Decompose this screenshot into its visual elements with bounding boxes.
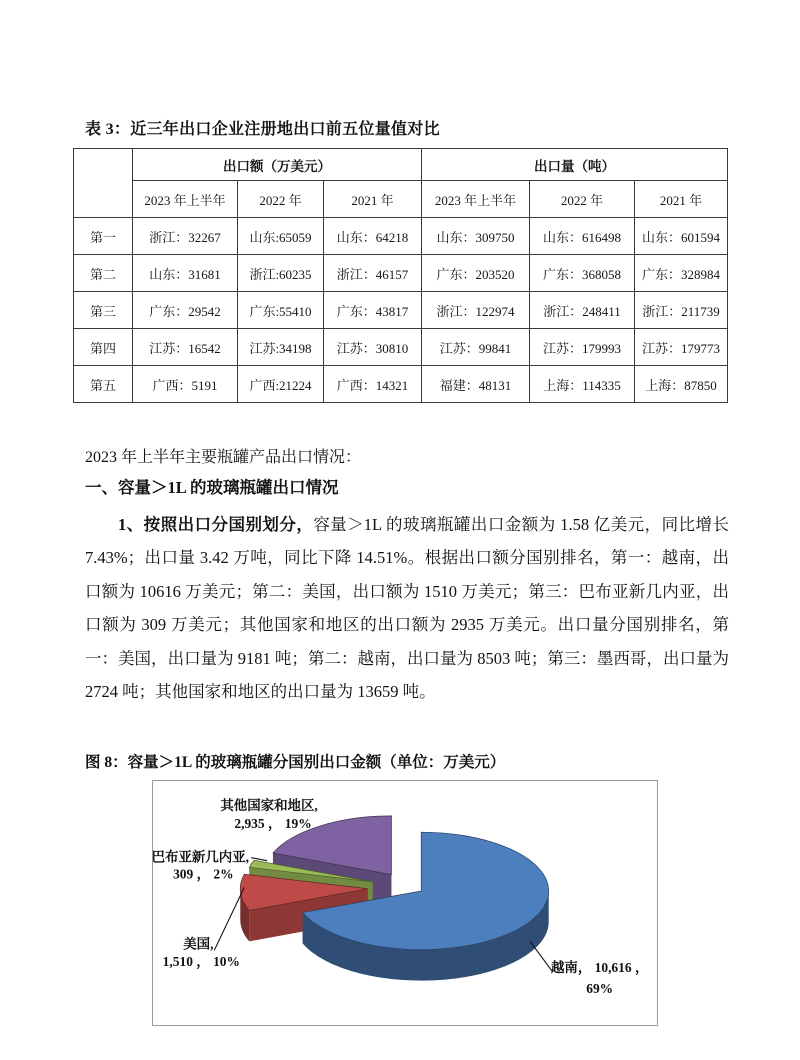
rank-cell-1: 第二 [74,255,133,292]
export-volume-group-header: 出口量（吨） [422,149,728,181]
table-row-0 [74,218,728,255]
paragraph-lead-bold: 1、按照出口分国别划分， [118,515,314,534]
leader-line-2 [251,858,267,861]
pie-chart-svg [153,781,657,1025]
header-row-groups [74,149,728,181]
col-header-2: 2021 年 [324,181,422,218]
table-row-3 [74,329,728,366]
figure-caption: 图 8：容量＞1L 的玻璃瓶罐分国别出口金额（单位：万美元） [85,754,506,771]
table-row-2 [74,292,728,329]
pie-slice-label-2-line-1: 309 ， 2% [173,866,234,882]
leader-line-1 [214,888,244,951]
pie-slice-label-0-line-1: 69% [586,981,614,997]
value-cell-1-3: 广东：203520 [422,255,530,292]
rank-cell-2: 第三 [74,292,133,329]
value-cell-3-4: 江苏：179993 [530,329,635,366]
value-cell-0-3: 山东：309750 [422,218,530,255]
value-cell-0-5: 山东：601594 [635,218,728,255]
export-value-group-header: 出口额（万美元） [133,149,422,181]
value-cell-2-1: 广东:55410 [238,292,324,329]
figure-8-chart-frame [152,780,658,1026]
rank-cell-0: 第一 [74,218,133,255]
value-cell-3-5: 江苏：179773 [635,329,728,366]
value-cell-0-0: 浙江：32267 [133,218,238,255]
col-header-1: 2022 年 [238,181,324,218]
value-cell-3-2: 江苏：30810 [324,329,422,366]
rank-cell-3: 第四 [74,329,133,366]
value-cell-3-0: 江苏：16542 [133,329,238,366]
value-cell-3-3: 江苏：99841 [422,329,530,366]
pie-slice-label-3-line-1: 2,935 ， 19% [234,815,312,831]
table-row-1 [74,255,728,292]
intro-text: 2023 年上半年主要瓶罐产品出口情况： [85,449,362,466]
pie-slice-label-1-line-0: 美国, [183,936,214,952]
pie-slice-label-2-line-0: 巴布亚新几内亚, [151,849,250,865]
table3 [73,148,728,403]
value-cell-0-4: 山东：616498 [530,218,635,255]
value-cell-1-5: 广东：328984 [635,255,728,292]
value-cell-4-5: 上海：87850 [635,366,728,403]
value-cell-2-3: 浙江：122974 [422,292,530,329]
value-cell-0-1: 山东:65059 [238,218,324,255]
col-header-0: 2023 年上半年 [133,181,238,218]
pie-slice-label-0-line-0: 越南， 10,616 ， [550,960,649,976]
pie-slice-label-3-line-0: 其他国家和地区, [220,797,318,813]
value-cell-4-3: 福建：48131 [422,366,530,403]
value-cell-4-1: 广西:21224 [238,366,324,403]
value-cell-4-2: 广西：14321 [324,366,422,403]
rank-cell-4: 第五 [74,366,133,403]
section-heading: 一、容量＞1L 的玻璃瓶罐出口情况 [85,478,339,497]
header-row-years [74,181,728,218]
table3-title: 表 3：近三年出口企业注册地出口前五位量值对比 [85,121,440,138]
value-cell-3-1: 江苏:34198 [238,329,324,366]
leader-line-0 [530,941,553,972]
value-cell-1-1: 浙江:60235 [238,255,324,292]
value-cell-2-5: 浙江：211739 [635,292,728,329]
col-header-3: 2023 年上半年 [422,181,530,218]
col-header-5: 2021 年 [635,181,728,218]
value-cell-2-0: 广东：29542 [133,292,238,329]
rank-header-blank [74,149,133,218]
value-cell-4-0: 广西：5191 [133,366,238,403]
table-row-4 [74,366,728,403]
value-cell-1-2: 浙江：46157 [324,255,422,292]
value-cell-0-2: 山东：64218 [324,218,422,255]
paragraph-text: 容量＞1L 的玻璃瓶罐出口金额为 1.58 亿美元，同比增长 7.43%；出口量 3.42 万吨，同比下降 14.51%。根据出口额分国别排名，第一：越南，出口额为 10616 万美元；第二：美国，出口额为 1510 万美元；第三：巴布亚新几内亚，出口额为 309 万美元；其他国家和地区的出口额为 2935 万美元。出口量分国别排名，第一：美国，出口量为 9181 吨；第二：越南，出口量为 8503 吨；第三：墨西哥，出口量为 2724 吨；其他国家和地区的出口量为 13659 吨。 [85,515,730,702]
value-cell-2-2: 广东：43817 [324,292,422,329]
value-cell-4-4: 上海：114335 [530,366,635,403]
value-cell-2-4: 浙江：248411 [530,292,635,329]
body-paragraph [85,508,729,708]
value-cell-1-4: 广东：368058 [530,255,635,292]
col-header-4: 2022 年 [530,181,635,218]
pie-slice-label-1-line-1: 1,510 ， 10% [162,954,240,970]
value-cell-1-0: 山东：31681 [133,255,238,292]
